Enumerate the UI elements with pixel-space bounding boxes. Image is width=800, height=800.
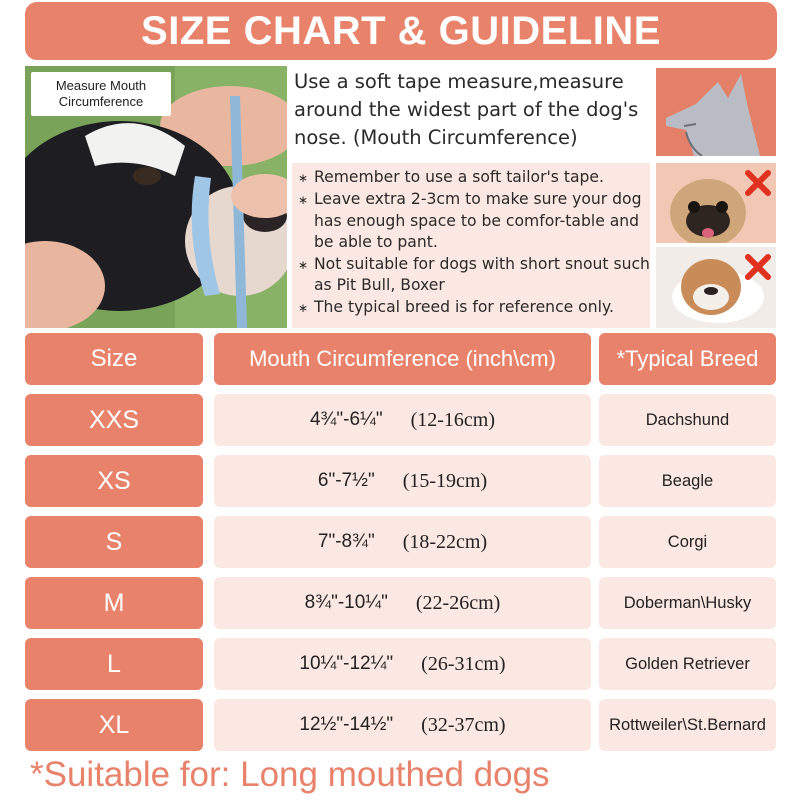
header-mouth-circumference: Mouth Circumference (inch\cm) bbox=[214, 333, 591, 385]
asterisk-icon: ∗ bbox=[298, 300, 309, 315]
breed-cell: Golden Retriever bbox=[599, 638, 776, 690]
note-text: Leave extra 2-3cm to make sure your dog has enough space to be comfor-table and be able to pant. bbox=[314, 190, 642, 251]
measurement-cell bbox=[214, 394, 591, 446]
note-item bbox=[298, 297, 650, 319]
intro-text: Use a soft tape measure,measure around the widest part of the dog's nose. (Mouth Circumference) bbox=[294, 70, 639, 149]
header-typical-breed: *Typical Breed bbox=[599, 333, 776, 385]
dog-head-silhouette bbox=[656, 68, 776, 156]
page-title: SIZE CHART & GUIDELINE bbox=[25, 2, 777, 60]
photo-caption bbox=[31, 72, 171, 116]
measurement-cell bbox=[214, 516, 591, 568]
notes-box bbox=[292, 163, 650, 328]
asterisk-icon: ∗ bbox=[298, 193, 309, 207]
breed-cell: Doberman\Husky bbox=[599, 577, 776, 629]
measurement-cm: (12-16cm) bbox=[410, 408, 496, 431]
breed-cell: Dachshund bbox=[599, 394, 776, 446]
dog-silhouette-icon bbox=[656, 68, 776, 156]
measurement-cm: (15-19cm) bbox=[402, 469, 488, 492]
note-item bbox=[298, 167, 650, 189]
breed-cell: Corgi bbox=[599, 516, 776, 568]
breed-cell: Beagle bbox=[599, 455, 776, 507]
measurement-inch: 7"-8¾" bbox=[317, 531, 375, 552]
note-item bbox=[298, 189, 650, 254]
photo-caption-line2: Circumference bbox=[58, 94, 144, 109]
measurement-inch: 12½"-14½" bbox=[299, 714, 394, 735]
photo-caption-line1: Measure Mouth bbox=[55, 78, 147, 93]
size-cell: XXS bbox=[25, 394, 203, 446]
measurement-cm: (26-31cm) bbox=[421, 652, 506, 675]
header-size: Size bbox=[25, 333, 203, 385]
size-cell: XL bbox=[25, 699, 203, 751]
note-item bbox=[298, 254, 650, 297]
measurement-inch: 10¼"-12¼" bbox=[299, 653, 394, 674]
measurement-cell bbox=[214, 577, 591, 629]
measurement-cell bbox=[214, 699, 591, 751]
asterisk-icon: ∗ bbox=[298, 257, 309, 272]
measurement-cm: (22-26cm) bbox=[415, 591, 501, 614]
note-text: The typical breed is for reference only. bbox=[314, 297, 614, 316]
pug-icon bbox=[656, 163, 776, 243]
size-cell: S bbox=[25, 516, 203, 568]
measurement-inch: 4¾"-6¼" bbox=[309, 409, 383, 430]
bulldog-icon bbox=[656, 247, 776, 328]
bulldog-not-suitable-image bbox=[656, 247, 776, 328]
measurement-inch: 6"-7½" bbox=[317, 470, 375, 491]
measuring-photo bbox=[25, 66, 287, 328]
size-cell: M bbox=[25, 577, 203, 629]
measurement-cm: (18-22cm) bbox=[402, 530, 488, 553]
measurement-cell bbox=[214, 638, 591, 690]
measurement-inch: 8¾"-10¼" bbox=[304, 592, 388, 613]
pug-not-suitable-image bbox=[656, 163, 776, 243]
breed-cell: Rottweiler\St.Bernard bbox=[599, 699, 776, 751]
measurement-cell bbox=[214, 455, 591, 507]
note-text: Not suitable for dogs with short snout such as Pit Bull, Boxer bbox=[314, 254, 650, 294]
size-cell: L bbox=[25, 638, 203, 690]
asterisk-icon: ∗ bbox=[298, 171, 309, 185]
measurement-cm: (32-37cm) bbox=[421, 713, 506, 736]
size-cell: XS bbox=[25, 455, 203, 507]
note-text: Remember to use a soft tailor's tape. bbox=[314, 168, 604, 186]
footer-note: *Suitable for: Long mouthed dogs bbox=[30, 755, 550, 794]
